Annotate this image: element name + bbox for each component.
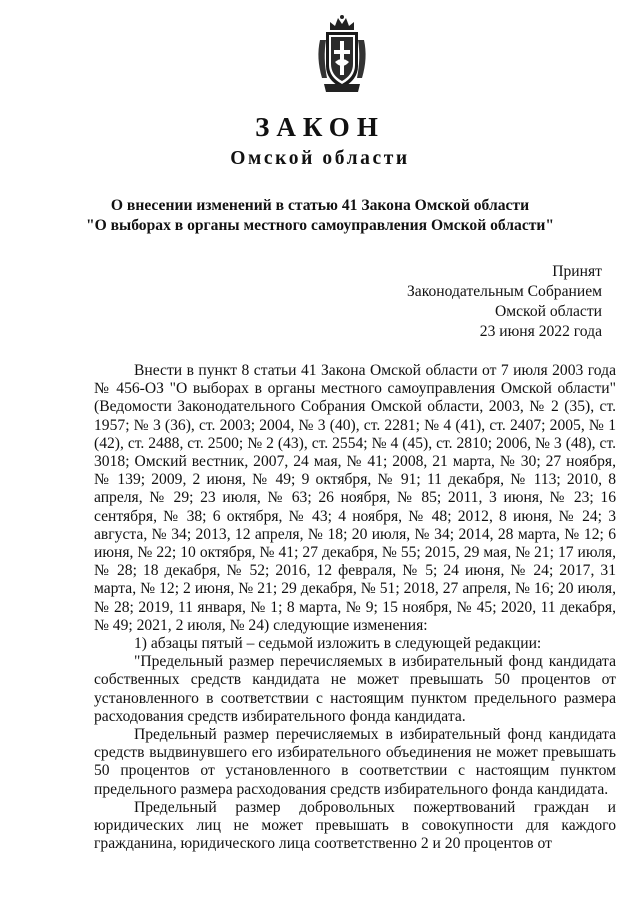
body-paragraph: Предельный размер добровольных пожертвований граждан и юридических лиц не может превышать в совокупности для каждого гражданина, юридического лица соответственно 2 и 20 процентов от [94, 798, 616, 853]
body-paragraph: Внести в пункт 8 статьи 41 Закона Омской области от 7 июля 2003 года № 456-ОЗ "О выборах в органы местного самоуправления Омской области" (Ведомости Законодательного Собрания Омской области, 2003, № 2 (35), ст. 1957; № 3 (36), ст. 2003; 2004, № 3 (40), ст. 2281; № 4 (41), ст. 2407; 2005, № 1 (42), ст. 2488, ст. 2500; № 2 (43), ст. 2554; № 4 (45), ст. 2810; 2006, № 3 (48), ст. 3018; Омский вестник, 2007, 24 мая, № 41; 2008, 21 марта, № 30; 27 ноября, № 139; 2009, 2 июня, № 49; 9 октября, № 91; 11 декабря, № 113; 2010, 8 апреля, № 29; 23 июля, № 63; 26 ноября, № 85; 2011, 3 июня, № 23; 16 сентября, № 38; 6 октября, № 43; 4 ноября, № 48; 2012, 8 июня, № 24; 3 августа, № 34; 2013, 12 апреля, № 18; 20 июля, № 34; 2014, 28 марта, № 12; 6 июня, № 22; 10 октября, № 41; 27 декабря, № 55; 2015, 29 мая, № 21; 17 июля, № 28; 18 декабря, № 52; 2016, 12 февраля, № 5; 24 июня, № 24; 2017, 31 марта, № 12; 2 июня, № 21; 29 декабря, № 51; 2018, 27 апреля, № 16; 20 июля, № 28; 2019, 11 января, № 1; 8 марта, № 9; 15 ноября, № 45; 2020, 11 декабря, № 49; 2021, 2 июля, № 24) следующие изменения: [94, 362, 616, 634]
law-region: Омской области [230, 148, 410, 169]
heading-line: О внесении изменений в статью 41 Закона Омской области [110, 197, 530, 214]
law-body [94, 362, 616, 853]
adoption-line: Принят [552, 263, 602, 280]
body-paragraph: "Предельный размер перечисляемых в избирательный фонд кандидата собственных средств кандидата не может превышать 50 процентов от установленного в соответствии с настоящим пунктом предельного размера расходования средств избирательного фонда кандидата. [94, 653, 616, 725]
law-heading [0, 196, 640, 236]
coat-of-arms-icon [316, 14, 368, 94]
adoption-date: 23 июня 2022 года [479, 323, 602, 340]
adoption-block [407, 262, 602, 342]
adoption-line: Омской области [494, 303, 602, 320]
heading-line: "О выборах в органы местного самоуправления Омской области" [85, 217, 555, 234]
law-title: ЗАКОН [255, 112, 385, 142]
body-paragraph: Предельный размер перечисляемых в избирательный фонд кандидата средств выдвинувшего его избирательного объединения не может превышать 50 процентов от установленного в соответствии с настоящим пунктом предельного размера расходования средств избирательного фонда кандидата. [94, 726, 616, 798]
adoption-line: Законодательным Собранием [406, 283, 602, 300]
body-paragraph: 1) абзацы пятый – седьмой изложить в следующей редакции: [134, 635, 542, 653]
